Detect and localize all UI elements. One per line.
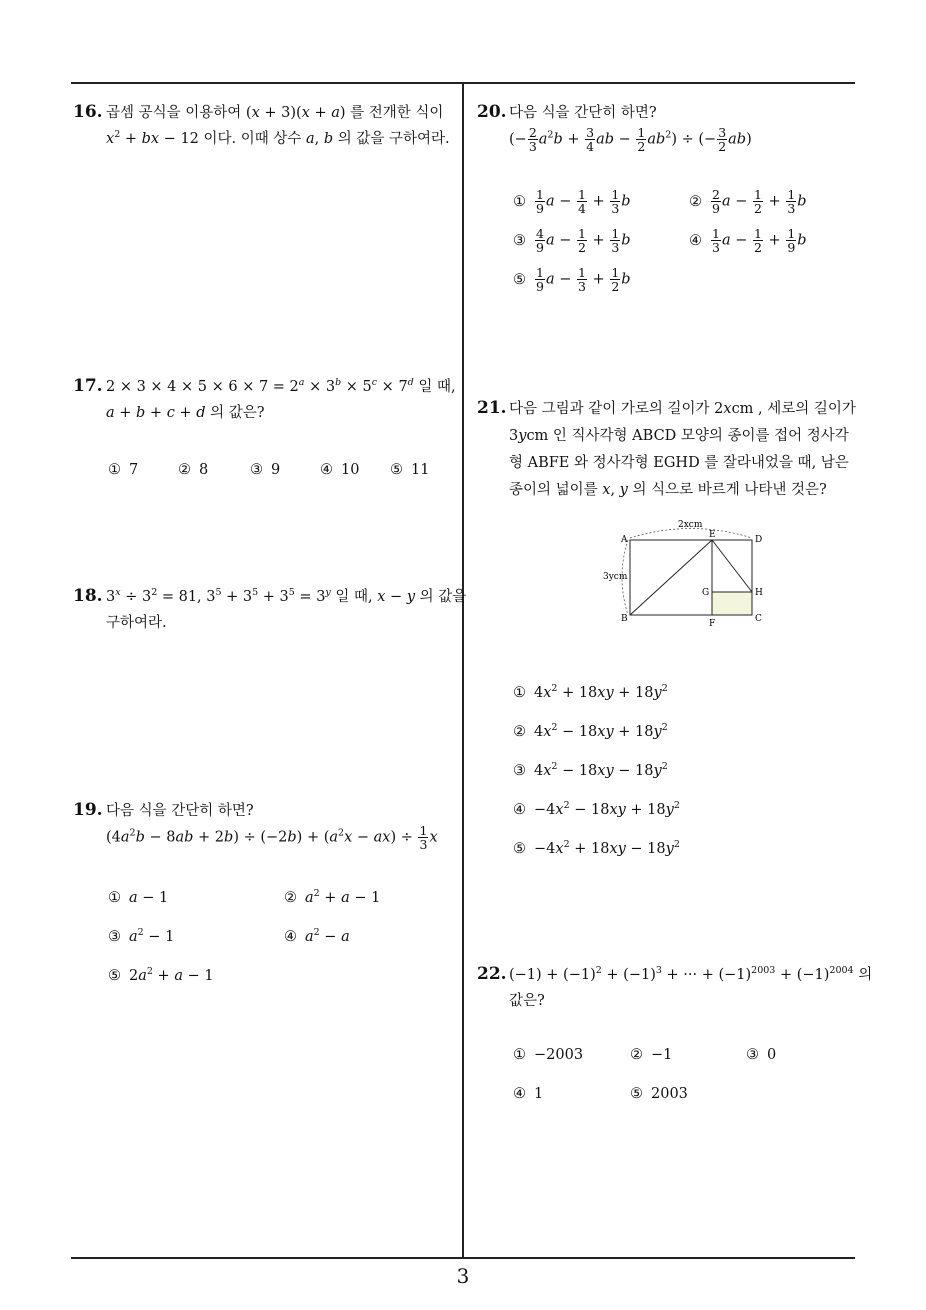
- q17-option-5[interactable]: ⑤ 11: [390, 462, 430, 478]
- point-c: C: [755, 614, 762, 624]
- question-22-number: 22.: [477, 964, 507, 984]
- q17-option-4[interactable]: ④ 10: [320, 462, 360, 478]
- question-18: $3^x \div 3^2 = 81$, $3^5 + 3^5 + 3^5 = 3^y$ 일 때, x − y 의 값을 구하여라.: [106, 587, 467, 631]
- q22-option-3[interactable]: ③ 0: [746, 1047, 777, 1063]
- point-e: E: [709, 530, 716, 540]
- top-dimension-label: 2xcm: [678, 520, 703, 530]
- point-f: F: [709, 619, 716, 629]
- q20-option-4[interactable]: ④ $\frac{1}{3}$ a − $\frac{1}{2}$ + $\frac{1}{9}$ b: [689, 226, 807, 255]
- question-21: 다음 그림과 같이 가로의 길이가 2xcm , 세로의 길이가 3ycm 인 직사각형 ABCD 모양의 종이를 접어 정사각 형 ABFE 와 정사각형 EGHD 를 잘라내었을 때, 남은 종이의 넓이를 x, y 의 식으로 바르게 나타낸 것은?: [509, 401, 856, 498]
- q19-option-4[interactable]: ④ $a^2 - a$: [284, 927, 350, 945]
- side-dimension-label: 3ycm: [603, 572, 628, 582]
- question-20: 다음 식을 간단히 하면? (− $\frac{2}{3}$ $a^2b$ + $\frac{3}{4}$ ab − $\frac{1}{2}$ $ab^2$) ÷ (− $\frac{3}{2}$ ab): [509, 105, 752, 154]
- question-17: $2 \times 3 \times 4 \times 5 \times 6 \times 7 = 2^a \times 3^b \times 5^c \times 7^d$ 일 때, a + b + c + d 의 값은?: [106, 377, 456, 421]
- q19-option-5[interactable]: ⑤ $2a^2 + a - 1$: [108, 966, 214, 984]
- bottom-rule: [71, 1257, 855, 1259]
- q19-option-1[interactable]: ① a − 1: [108, 890, 169, 906]
- question-22: $(-1) + (-1)^2 + (-1)^3$ + ··· + $(-1)^{2003} + (-1)^{2004}$ 의 값은?: [509, 965, 873, 1009]
- q21-option-5[interactable]: ⑤ $-4x^2 + 18xy - 18y^2$: [513, 839, 680, 857]
- question-17-number: 17.: [73, 376, 103, 396]
- question-21-number: 21.: [477, 398, 507, 418]
- question-20-number: 20.: [477, 102, 507, 122]
- point-d: D: [755, 535, 763, 545]
- q21-option-1[interactable]: ① $4x^2 + 18xy + 18y^2$: [513, 683, 668, 701]
- q20-option-1[interactable]: ① $\frac{1}{9}$ a − $\frac{1}{4}$ + $\frac{1}{3}$ b: [513, 187, 631, 216]
- q20-option-5[interactable]: ⑤ $\frac{1}{9}$ a − $\frac{1}{3}$ + $\frac{1}{2}$ b: [513, 265, 631, 294]
- point-h: H: [755, 588, 763, 598]
- q17-option-2[interactable]: ② 8: [178, 462, 209, 478]
- page-number: 3: [456, 1264, 470, 1288]
- q22-option-4[interactable]: ④ 1: [513, 1086, 544, 1102]
- q21-option-4[interactable]: ④ $-4x^2 - 18xy + 18y^2$: [513, 800, 680, 818]
- q20-option-2[interactable]: ② $\frac{2}{9}$ a − $\frac{1}{2}$ + $\frac{1}{3}$ b: [689, 187, 807, 216]
- q20-option-3[interactable]: ③ $\frac{4}{9}$ a − $\frac{1}{2}$ + $\frac{1}{3}$ b: [513, 226, 631, 255]
- q21-figure: [598, 515, 778, 630]
- column-divider: [462, 82, 464, 1258]
- q22-option-5[interactable]: ⑤ 2003: [630, 1086, 688, 1102]
- question-18-number: 18.: [73, 586, 103, 606]
- question-16: 곱셈 공식을 이용하여 (x + 3)(x + a) 를 전개한 식이 $x^2$ + bx − 12 이다. 이때 상수 a, b 의 값을 구하여라.: [106, 105, 450, 147]
- q22-option-1[interactable]: ① −2003: [513, 1047, 584, 1063]
- question-19-number: 19.: [73, 800, 103, 820]
- diagonal-be: [630, 540, 712, 615]
- diagonal-eh: [712, 540, 752, 592]
- q17-option-3[interactable]: ③ 9: [250, 462, 281, 478]
- point-b: B: [621, 614, 628, 624]
- remaining-region: [712, 592, 752, 615]
- q17-option-1[interactable]: ① 7: [108, 462, 139, 478]
- q19-option-2[interactable]: ② $a^2 + a - 1$: [284, 888, 381, 906]
- question-16-number: 16.: [73, 102, 103, 122]
- q21-option-3[interactable]: ③ $4x^2 - 18xy - 18y^2$: [513, 761, 668, 779]
- point-g: G: [702, 588, 710, 598]
- point-a: A: [621, 535, 628, 545]
- q22-option-2[interactable]: ② −1: [630, 1047, 673, 1063]
- question-19: 다음 식을 간단히 하면? $(4a^2b - 8ab + 2b) \div (-2b) + (a^2x - ax)$ ÷ $\frac{1}{3}$ x: [106, 803, 438, 852]
- q21-option-2[interactable]: ② $4x^2 - 18xy + 18y^2$: [513, 722, 668, 740]
- q19-option-3[interactable]: ③ $a^2 - 1$: [108, 927, 175, 945]
